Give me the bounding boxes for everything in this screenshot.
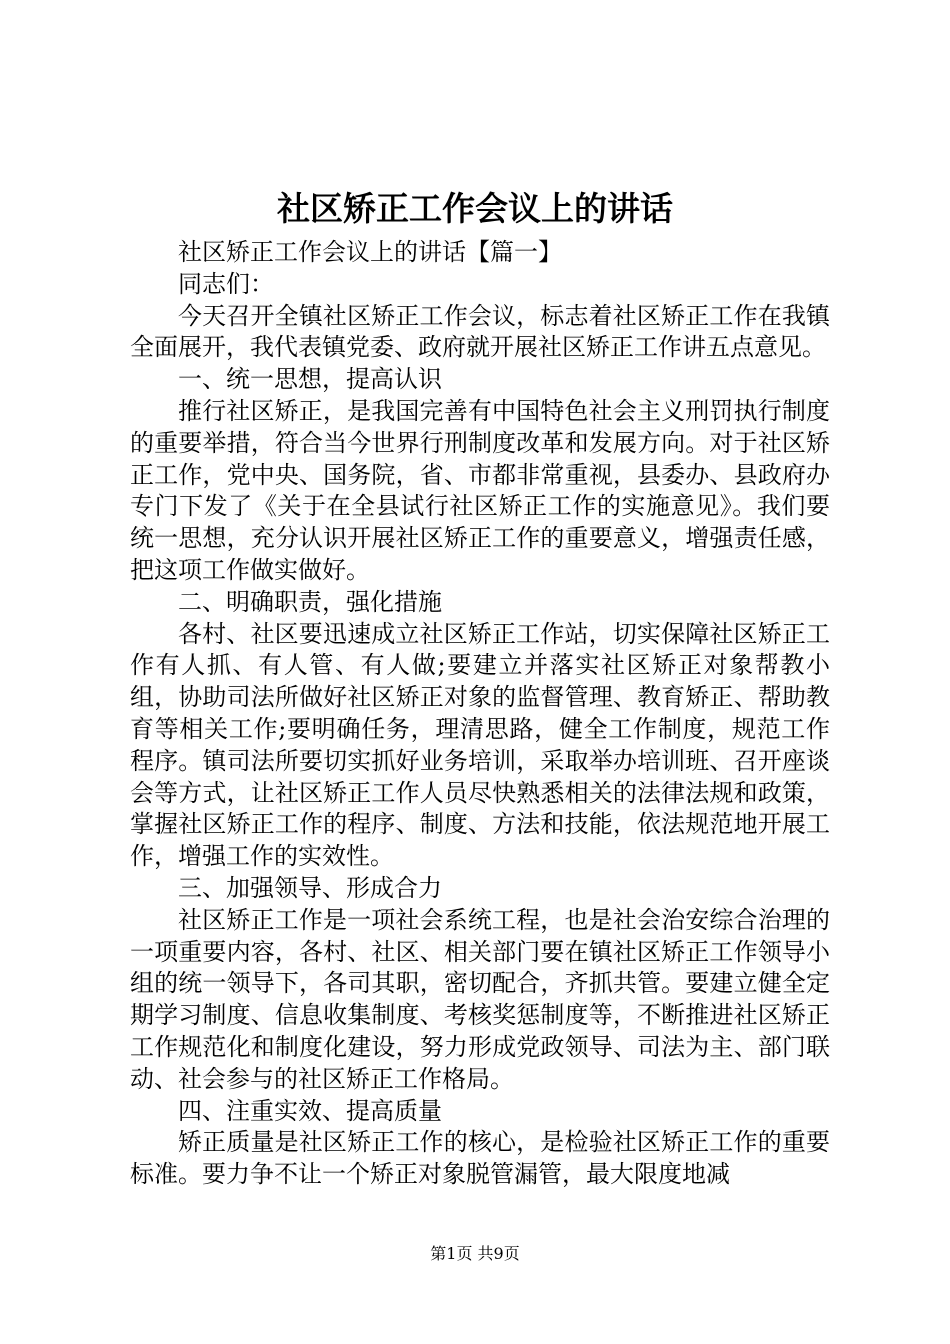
salutation-paragraph: 同志们： [178, 269, 274, 298]
document-title: 社区矫正工作会议上的讲话 [277, 189, 673, 228]
section-paragraph-3: 社区矫正工作是一项社会系统工程，也是社会治安综合治理的一项重要内容，各村、社区、相关部门要在镇社区矫正工作领导小组的统一领导下，各司其职，密切配合，齐抓共管。要建立健全定期学习制度、信息收集制度、考核奖惩制度等，不断推进社区矫正工作规范化和制度化建设，努力形成党政领导、司法为主、部门联动、社会参与的社区矫正工作格局。 [130, 905, 830, 1093]
section-heading-2: 二、明确职责，强化措施 [178, 587, 442, 616]
section-paragraph-2: 各村、社区要迅速成立社区矫正工作站，切实保障社区矫正工作有人抓、有人管、有人做;要建立并落实社区矫正对象帮教小组，协助司法所做好社区矫正对象的监督管理、教育矫正、帮助教育等相关工作;要明确任务，理清思路，健全工作制度，规范工作程序。镇司法所要切实抓好业务培训，采取举办培训班、召开座谈会等方式，让社区矫正工作人员尽快熟悉相关的法律法规和政策，掌握社区矫正工作的程序、制度、方法和技能，依法规范地开展工作，增强工作的实效性。 [130, 619, 830, 871]
section-heading-4: 四、注重实效、提高质量 [178, 1096, 442, 1125]
intro-paragraph: 今天召开全镇社区矫正工作会议，标志着社区矫正工作在我镇全面展开，我代表镇党委、政府就开展社区矫正工作讲五点意见。 [130, 301, 830, 362]
subtitle-paragraph: 社区矫正工作会议上的讲话【篇一】 [178, 238, 562, 266]
document-body [130, 237, 830, 1191]
section-heading-1: 一、统一思想，提高认识 [178, 365, 442, 394]
page-number-footer: 第1页 共9页 [430, 1244, 520, 1263]
section-paragraph-1: 推行社区矫正，是我国完善有中国特色社会主义刑罚执行制度的重要举措，符合当今世界行刑制度改革和发展方向。对于社区矫正工作，党中央、国务院，省、市都非常重视，县委办、县政府办专门下发了《关于在全县试行社区矫正工作的实施意见》。我们要统一思想，充分认识开展社区矫正工作的重要意义，增强责任感，把这项工作做实做好。 [130, 396, 830, 584]
section-paragraph-4: 矫正质量是社区矫正工作的核心，是检验社区矫正工作的重要标准。要力争不让一个矫正对象脱管漏管，最大限度地减 [130, 1128, 830, 1189]
section-heading-3: 三、加强领导、形成合力 [178, 873, 442, 902]
